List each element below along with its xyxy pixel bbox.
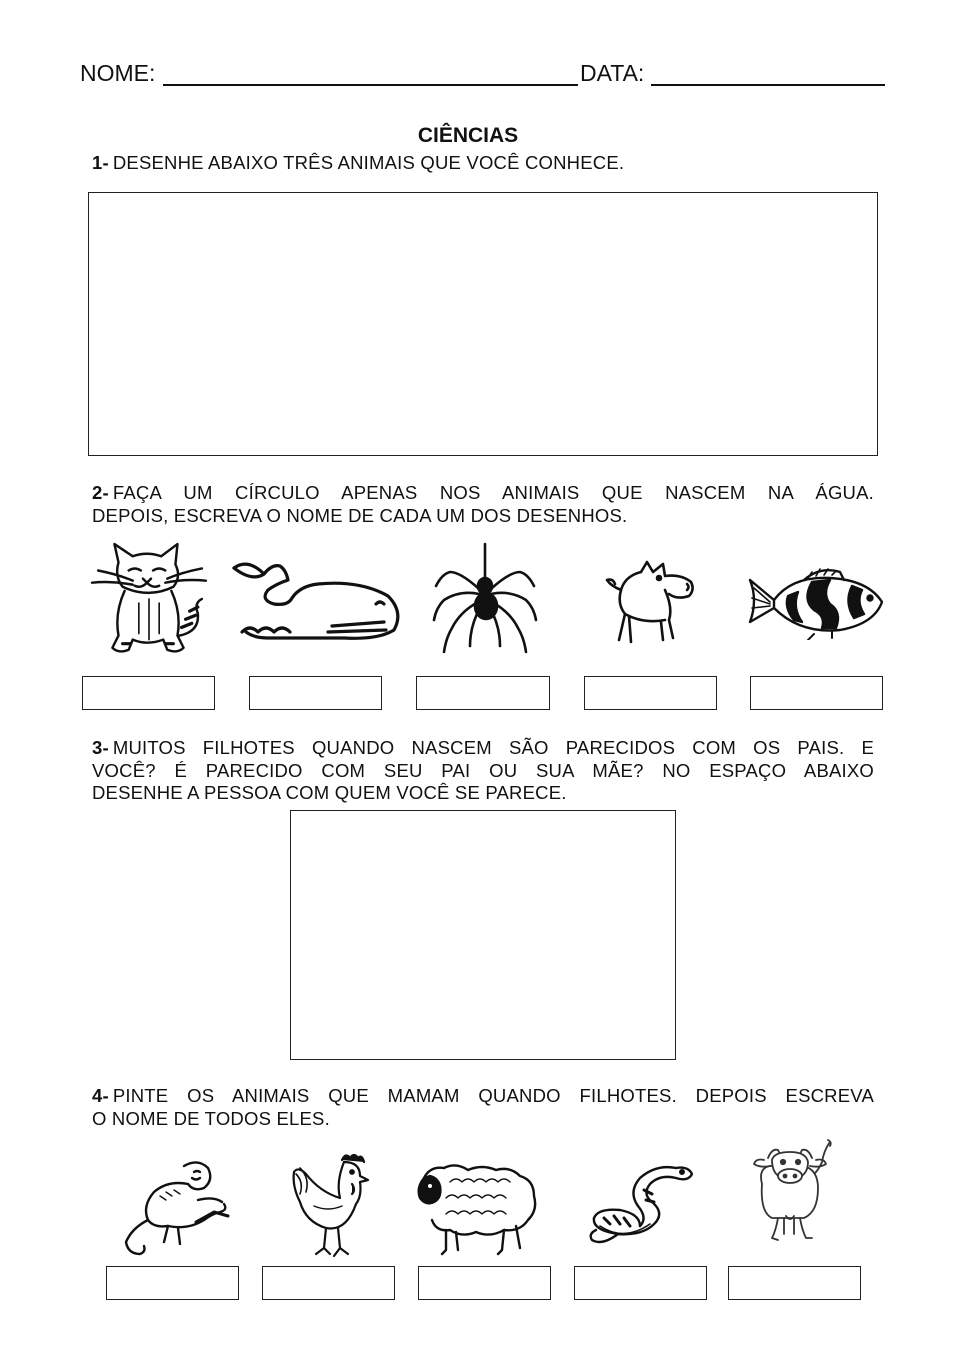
whale-icon[interactable]	[228, 556, 404, 646]
question-text-line: DEPOIS, ESCREVA O NOME DE CADA UM DOS DESENHOS.	[92, 504, 628, 526]
question-text-line: VOCÊ? É PARECIDO COM SEU PAI OU SUA MÃE? NO ESPAÇO ABAIXO	[92, 759, 874, 781]
snake-icon[interactable]	[584, 1160, 696, 1248]
name-label: NOME:	[80, 60, 156, 86]
answer-box[interactable]	[262, 1266, 395, 1300]
answer-box[interactable]	[750, 676, 883, 710]
question-text-line: PINTE OS ANIMAIS QUE MAMAM QUANDO FILHOTES. DEPOIS ESCREVA	[112, 1085, 874, 1106]
drawing-box-1[interactable]	[88, 192, 878, 456]
monkey-icon[interactable]	[118, 1156, 230, 1260]
answer-box[interactable]	[82, 676, 215, 710]
question-4	[92, 1085, 874, 1130]
answer-box[interactable]	[574, 1266, 707, 1300]
answer-box[interactable]	[418, 1266, 551, 1300]
name-field[interactable]	[163, 84, 578, 86]
question-number: 3-	[92, 737, 109, 758]
question-2	[92, 482, 874, 527]
answer-box[interactable]	[584, 676, 717, 710]
answer-box[interactable]	[106, 1266, 239, 1300]
pig-icon[interactable]	[603, 560, 695, 648]
question-text-line: MUITOS FILHOTES QUANDO NASCEM SÃO PARECIDOS COM OS PAIS. E	[112, 737, 874, 758]
spider-icon[interactable]	[430, 542, 540, 664]
question-text: DESENHE ABAIXO TRÊS ANIMAIS QUE VOCÊ CONHECE.	[112, 152, 625, 173]
sheep-icon[interactable]	[416, 1158, 540, 1258]
question-text-line: DESENHE A PESSOA COM QUEM VOCÊ SE PARECE.	[92, 782, 567, 803]
question-1	[92, 152, 712, 175]
page-title: CIÊNCIAS	[417, 124, 519, 147]
drawing-box-3[interactable]	[290, 810, 676, 1060]
question-text-line: FAÇA UM CÍRCULO APENAS NOS ANIMAIS QUE NASCEM NA ÁGUA.	[112, 482, 874, 503]
cow-icon[interactable]	[748, 1138, 840, 1246]
question-number: 1-	[92, 152, 109, 173]
answer-box[interactable]	[728, 1266, 861, 1300]
cat-icon[interactable]	[88, 542, 210, 660]
question-3	[92, 737, 874, 805]
question-text-line: O NOME DE TODOS ELES.	[92, 1107, 330, 1129]
fish-icon[interactable]	[744, 564, 888, 640]
date-label: DATA:	[580, 60, 645, 86]
question-number: 2-	[92, 482, 109, 503]
answer-box[interactable]	[249, 676, 382, 710]
rooster-icon[interactable]	[290, 1152, 372, 1260]
question-number: 4-	[92, 1085, 109, 1106]
date-field[interactable]	[651, 84, 885, 86]
answer-box[interactable]	[416, 676, 550, 710]
